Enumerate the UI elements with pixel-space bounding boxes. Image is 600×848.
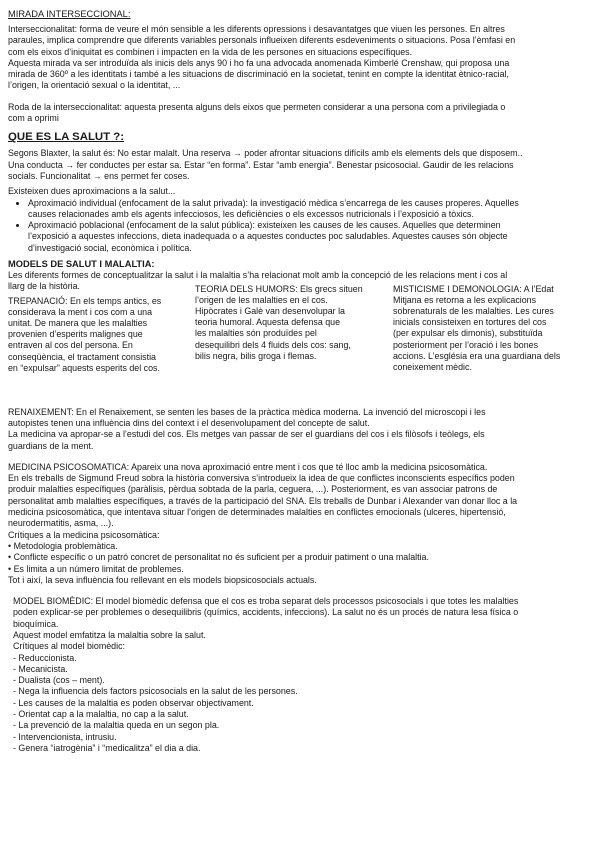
col-line: (per expulsar els dimonis), substituïda <box>393 328 543 339</box>
col-line: conseqüència, el tractament consistia <box>8 351 156 362</box>
col-line: sobrenaturals de les malalties. Les cures <box>393 306 554 317</box>
biomedic-line: - Reduccionista. <box>13 652 77 663</box>
col-line: en “expulsar” aquests esperits del cos. <box>8 362 160 373</box>
col-line: TEORIA DELS HUMORS: Els grecs situen <box>195 283 363 294</box>
col-line: bilis negra, bilis groga i flemas. <box>195 350 317 361</box>
bullet-line: d’investigació social, econòmica i política. <box>28 242 192 253</box>
roda-paragraph <box>8 102 592 125</box>
col-line: provenien d’esperits malignes que <box>8 329 143 340</box>
mirada-heading: MIRADA INTERSECCIONAL: <box>8 9 131 19</box>
biomedic-line: Aquest model emfatitza la malaltia sobre la salut. <box>13 629 206 640</box>
renaixement-line: autopistes tenen una influència dins del context i el desenvolupament del concepte de salut. <box>8 417 370 428</box>
col-line: unitat. De manera que les malalties <box>8 318 148 329</box>
models-intro-line: llarg de la història. <box>8 281 81 292</box>
psico-line: • Es limita a un número limitat de problemes. <box>8 563 184 574</box>
psico-line: Crítiques a la medicina psicosomàtica: <box>8 529 160 540</box>
salut-line: Una conducta → fer conductes per estar sa. Estar “en forma”. Estar “amb energia”. Benestar psicosocial. Gaudir de les relacions <box>8 159 514 170</box>
psico-line: En els treballs de Sigmund Freud sobra la història conversiva s’introdueix la idea de que conflictes inconscients específics poden <box>8 473 515 484</box>
col-line: teoria humoral. Aquesta defensa que <box>195 317 341 328</box>
col-line: coneixement mèdic. <box>393 362 472 373</box>
humors-column <box>195 284 385 362</box>
col-line: entraven al cos del persona. En <box>8 340 133 351</box>
bullet-line: l’exposició a aquestes infeccions, dieta inadequada o a aquestes conductes poc saludables. Aquestes causes són objecte <box>28 231 508 242</box>
renaixement-line: La medicina va apropar-se a l’estudi del cos. Els metges van passar de ser el guardians del cos i els filòsofs i teòlegs, els <box>8 429 485 440</box>
renaixement-line: RENAIXEMENT: En el Renaixement, se senten les bases de la pràctica mèdica moderna. La invenció del microscopi i les <box>8 406 486 417</box>
bullet-line: Aproximació poblacional (enfocament de la salut pública): existeixen les causes de les causes. Aquelles que determinen <box>28 220 501 231</box>
col-line: considerava la ment i cos com a una <box>8 306 153 317</box>
mirada-body <box>8 24 592 92</box>
biomedic-line: - Intervencionista, intrusiu. <box>13 731 117 742</box>
biomedic-line: Crítiques al model biomèdic: <box>13 641 125 652</box>
biomedic-line: - Nega la influencia dels factors psicosocials en la salut de les persones. <box>13 686 298 697</box>
col-line: posteriorment per l’oració i les bones <box>393 339 539 350</box>
biomedic-line: - Genera “iatrogènia” i “medicalitza” el dia a dia. <box>13 742 201 753</box>
document-page <box>8 8 592 754</box>
psico-line: MEDICINA PSICOSOMATICA: Apareix una nova aproximació entre ment i cos que té lloc amb la medicina psicosomàtica. <box>8 461 488 472</box>
salut-heading: QUE ES LA SALUT ?: <box>8 131 125 144</box>
biomedic-line: - Dualista (cos – ment). <box>13 675 105 686</box>
bullet-line: causes relacionades amb els agents infecciosos, les deficiències o els excessos nutricionals i l’exposició a tòxics. <box>28 208 474 219</box>
psico-line: Tot i així, la seva influència fou rellevant en els models biopsicosocials actuals. <box>8 574 317 585</box>
trepanacio-column <box>8 296 190 374</box>
biomedic-line: - Orientat cap a la malaltia, no cap a la salut. <box>13 709 189 720</box>
mirada-line: com els eixos d’iniquitat es combinen i impacten en la vida de les persones en situacions específiques. <box>8 46 413 57</box>
col-line: desequilibri dels 4 fluids dels cos: sang, <box>195 339 351 350</box>
salut-line: Segons Blaxter, la salut és: No estar malalt. Una reserva → poder afrontar situacions difícils amb els elements dels que disposem.. <box>8 148 523 159</box>
roda-line: Roda de la interseccionalitat: aquesta presenta alguns dels eixos que permeten considerar a una persona com a privilegiada o <box>8 101 506 112</box>
salut-body <box>8 148 592 182</box>
psico-line: • Conflicte específic o un patró concret de personalitat no és suficient per a produir patiment o una malaltia. <box>8 552 429 563</box>
bullet-line: Aproximació individual (enfocament de la salut privada): la investigació mèdica s’encarrega de les causes properes. Aquelles <box>28 197 519 208</box>
col-line: les malalties són produïdes pel <box>195 328 317 339</box>
col-line: MISTICISME I DEMONOLOGIA: A l’Edat <box>393 283 554 294</box>
col-line: accions. L’església era una guardiana dels <box>393 350 561 361</box>
mirada-line: l’origen, la orientació sexual o la identitat, ... <box>8 80 181 91</box>
biomedic-line: - Mecanicista. <box>13 663 68 674</box>
models-heading: MODELS DE SALUT I MALALTIA: <box>8 259 155 270</box>
biomedic-line: bioquímica. <box>13 618 59 629</box>
psico-line: personalitat amb malalties específiques, a través de la participació del SNA. Els treballs de Dunbar i Alexander van donar lloc a la <box>8 495 518 506</box>
psico-line: produir malalties específiques (paràlisis, pèrdua sobtada de la parla, ceguera, ...). Posteriorment, es van associar patrons de <box>8 484 498 495</box>
col-line: l’origen de les malalties en el cos. <box>195 294 328 305</box>
bullet-item <box>28 220 592 254</box>
roda-line: com a oprimi <box>8 113 59 124</box>
bullet-item <box>28 198 592 221</box>
renaixement-line: guardians de la ment. <box>8 440 94 451</box>
psico-line: medicina psicosomàtica, que intentava situar l’origen de determinades malalties en conflictes emocionals (ulceres, hipertensió, <box>8 507 506 518</box>
models-intro-line: Les diferents formes de conceptualitzar la salut i la malaltia s’ha relacionat molt amb la concepció de les relacions ment i cos al <box>8 270 508 281</box>
psicosomatica-paragraph <box>8 462 592 586</box>
salut-intro: Existeixen dues aproximacions a la salut... <box>8 186 176 197</box>
salut-line: socials. Funcionalitat → ens permet fer coses. <box>8 170 190 181</box>
salut-bullets <box>8 198 592 254</box>
mirada-line: paraules, implica comprendre que diferents variables personals influeixen diferents esdeveniments o situacions. Posa l’èmfasi en <box>8 35 516 46</box>
col-line: TREPANACIÓ: En els temps antics, es <box>8 295 162 306</box>
biomedic-line: MODEL BIOMÈDIC: El model biomèdic defensa que el cos es troba separat dels processos psicosocials i que totes les malalties <box>13 596 519 607</box>
psico-line: neurodermatitis, asma, ...). <box>8 518 114 529</box>
biomedic-line: - Les causes de la malaltia es poden observar objectivament. <box>13 697 254 708</box>
biomedic-line: poden explicar-se per problemes o desequilibris (químics, accidents, infeccions). La salut no és un procés de natura lesa física o <box>13 607 519 618</box>
renaixement-paragraph <box>8 407 592 452</box>
col-line: inicials consisteixen en tortures del cos <box>393 317 547 328</box>
mirada-line: Interseccionalitat: forma de veure el món sensible a les diferents opressions i desavantatges que viuen les persones. En altres <box>8 24 505 34</box>
col-line: Mitjana es retorna a les explicacions <box>393 294 537 305</box>
psico-line: • Metodologia problemàtica. <box>8 540 118 551</box>
col-line: Hipòcrates i Galè van desenvolupar la <box>195 306 345 317</box>
mirada-line: mirada de 360º a les identitats i també a les situacions de discriminació en la societat, tenint en compte la identitat ètnico-racial, <box>8 69 509 80</box>
mirada-line: Aquesta mirada va ser introduïda als inicis dels anys 90 i ho fa una advocada anomenada Kimberlé Crenshaw, qui proposa una <box>8 57 510 68</box>
demonologia-column <box>393 284 589 374</box>
biomedic-line: - La prevenció de la malaltia queda en un segon pla. <box>13 720 220 731</box>
biomedic-paragraph <box>8 596 592 754</box>
